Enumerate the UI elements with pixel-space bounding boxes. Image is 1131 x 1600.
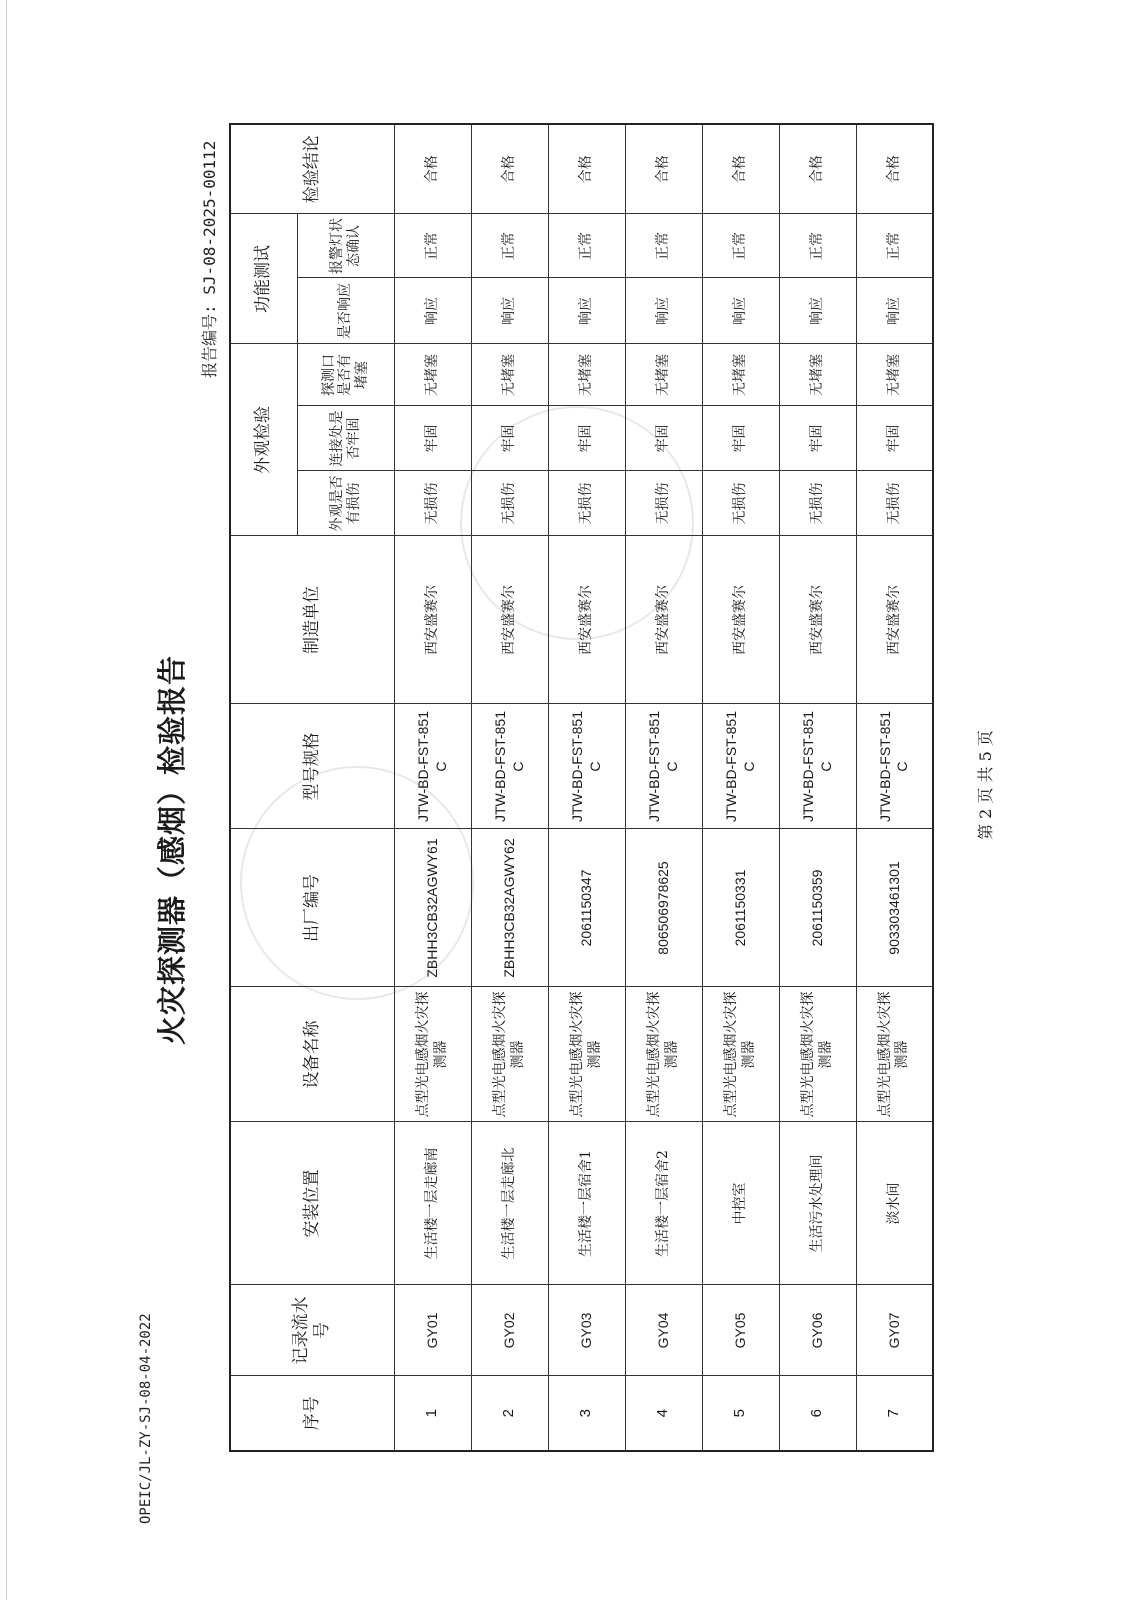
cell-conclusion: 合格 [779,124,856,214]
cell-model: JTW-BD-FST-851C [779,704,856,829]
cell-device-name: 点型光电感烟火灾探测器 [548,987,625,1122]
cell-fn-response: 响应 [779,278,856,344]
cell-seq: 5 [702,1376,779,1451]
cell-device-name: 点型光电感烟火灾探测器 [779,987,856,1122]
cell-location: 生活楼一层宿舍1 [548,1122,625,1285]
cell-record-no: GY07 [856,1285,933,1376]
cell-fn-light: 正常 [548,214,625,278]
table-body [394,124,933,1451]
cell-conclusion: 合格 [394,124,471,214]
header-model: 型号规格 [230,704,394,829]
table-row [856,124,933,1451]
cell-record-no: GY03 [548,1285,625,1376]
cell-model: JTW-BD-FST-851C [548,704,625,829]
cell-app-block: 无堵塞 [856,344,933,406]
cell-app-firm: 牢固 [779,406,856,471]
cell-fn-light: 正常 [779,214,856,278]
cell-app-firm: 牢固 [856,406,933,471]
cell-seq: 3 [548,1376,625,1451]
header-fn-light: 报警灯状态确认 [297,214,394,278]
header-function-group: 功能测试 [230,214,297,344]
cell-model: JTW-BD-FST-851C [856,704,933,829]
cell-seq: 4 [625,1376,702,1451]
cell-seq: 6 [779,1376,856,1451]
cell-fn-light: 正常 [702,214,779,278]
cell-fn-light: 正常 [471,214,548,278]
cell-model: JTW-BD-FST-851C [471,704,548,829]
cell-manufacturer: 西安盛赛尔 [548,536,625,704]
cell-model: JTW-BD-FST-851C [394,704,471,829]
cell-conclusion: 合格 [471,124,548,214]
cell-app-damage: 无损伤 [625,471,702,536]
cell-fn-response: 响应 [625,278,702,344]
cell-factory-no: 903303461301 [856,829,933,987]
cell-seq: 1 [394,1376,471,1451]
cell-conclusion: 合格 [625,124,702,214]
table-row [702,124,779,1451]
cell-manufacturer: 西安盛赛尔 [856,536,933,704]
header-device-name: 设备名称 [230,987,394,1122]
header-app-block: 探测口是否有堵塞 [297,344,394,406]
cell-app-block: 无堵塞 [702,344,779,406]
table-row [548,124,625,1451]
cell-app-damage: 无损伤 [779,471,856,536]
cell-app-firm: 牢固 [471,406,548,471]
cell-fn-response: 响应 [548,278,625,344]
cell-location: 生活污水处理间 [779,1122,856,1285]
cell-manufacturer: 西安盛赛尔 [625,536,702,704]
cell-device-name: 点型光电感烟火灾探测器 [702,987,779,1122]
cell-manufacturer: 西安盛赛尔 [779,536,856,704]
cell-device-name: 点型光电感烟火灾探测器 [394,987,471,1122]
cell-location: 中控室 [702,1122,779,1285]
cell-factory-no: 2061150359 [779,829,856,987]
cell-location: 淡水间 [856,1122,933,1285]
cell-app-firm: 牢固 [394,406,471,471]
cell-location: 生活楼一层宿舍2 [625,1122,702,1285]
header-seq: 序号 [230,1376,394,1451]
cell-factory-no: 806506978625 [625,829,702,987]
cell-fn-response: 响应 [394,278,471,344]
cell-factory-no: ZBHH3CB32AGWY61 [394,829,471,987]
cell-app-firm: 牢固 [625,406,702,471]
header-record-no: 记录流水号 [230,1285,394,1376]
header-manufacturer: 制造单位 [230,536,394,704]
header-conclusion: 检验结论 [230,124,394,214]
cell-fn-response: 响应 [471,278,548,344]
cell-factory-no: 2061150331 [702,829,779,987]
cell-app-damage: 无损伤 [856,471,933,536]
cell-manufacturer: 西安盛赛尔 [394,536,471,704]
cell-location: 生活楼一层走廊南 [394,1122,471,1285]
header-app-damage: 外观是否有损伤 [297,471,394,536]
cell-record-no: GY01 [394,1285,471,1376]
report-number: 报告编号: SJ-08-2025-00112 [200,140,219,378]
cell-app-damage: 无损伤 [702,471,779,536]
cell-app-damage: 无损伤 [394,471,471,536]
cell-device-name: 点型光电感烟火灾探测器 [471,987,548,1122]
cell-fn-response: 响应 [856,278,933,344]
table-row [625,124,702,1451]
cell-record-no: GY02 [471,1285,548,1376]
cell-location: 生活楼一层走廊北 [471,1122,548,1285]
cell-manufacturer: 西安盛赛尔 [471,536,548,704]
cell-conclusion: 合格 [548,124,625,214]
cell-fn-light: 正常 [625,214,702,278]
header-factory-no: 出厂编号 [230,829,394,987]
cell-fn-light: 正常 [394,214,471,278]
cell-record-no: GY06 [779,1285,856,1376]
cell-factory-no: ZBHH3CB32AGWY62 [471,829,548,987]
header-app-firm: 连接处是否牢固 [297,406,394,471]
header-location: 安装位置 [230,1122,394,1285]
table-row [471,124,548,1451]
table-row [394,124,471,1451]
cell-app-block: 无堵塞 [625,344,702,406]
cell-device-name: 点型光电感烟火灾探测器 [856,987,933,1122]
cell-app-damage: 无损伤 [471,471,548,536]
header-fn-response: 是否响应 [297,278,394,344]
cell-factory-no: 2061150347 [548,829,625,987]
cell-app-firm: 牢固 [702,406,779,471]
cell-device-name: 点型光电感烟火灾探测器 [625,987,702,1122]
cell-app-block: 无堵塞 [471,344,548,406]
cell-seq: 7 [856,1376,933,1451]
report-title: 火灾探测器（感烟）检验报告 [155,655,189,1046]
cell-app-block: 无堵塞 [779,344,856,406]
header-appearance-group: 外观检验 [230,344,297,536]
cell-app-firm: 牢固 [548,406,625,471]
cell-app-block: 无堵塞 [394,344,471,406]
cell-record-no: GY05 [702,1285,779,1376]
cell-model: JTW-BD-FST-851C [702,704,779,829]
cell-fn-response: 响应 [702,278,779,344]
cell-record-no: GY04 [625,1285,702,1376]
inspection-table [229,123,934,1452]
table-row [779,124,856,1451]
page-footer: 第 2 页 共 5 页 [976,730,995,840]
cell-app-block: 无堵塞 [548,344,625,406]
cell-conclusion: 合格 [702,124,779,214]
cell-model: JTW-BD-FST-851C [625,704,702,829]
form-code: OPEIC/JL-ZY-SJ-08-04-2022 [138,1313,154,1524]
cell-conclusion: 合格 [856,124,933,214]
cell-manufacturer: 西安盛赛尔 [702,536,779,704]
cell-app-damage: 无损伤 [548,471,625,536]
cell-seq: 2 [471,1376,548,1451]
cell-fn-light: 正常 [856,214,933,278]
